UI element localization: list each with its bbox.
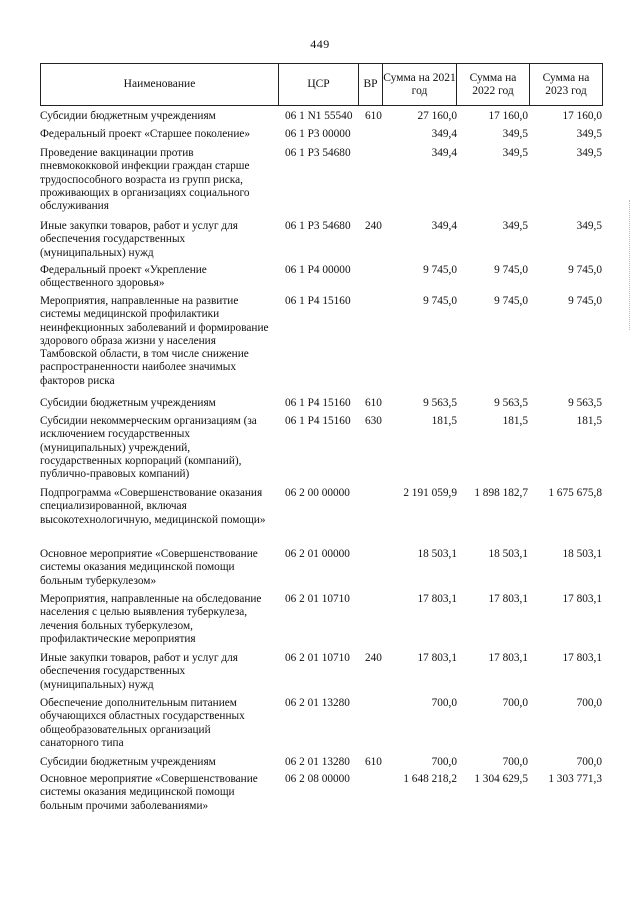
row-sum-2022: 1 304 629,5 (474, 773, 528, 785)
row-sum-2023: 9 745,0 (568, 264, 602, 276)
row-sum-2022: 17 803,1 (488, 593, 528, 605)
row-name: Федеральный проект «Старшее поколение» (40, 128, 251, 140)
row-csr: 06 2 00 00000 (285, 487, 350, 499)
row-name: Субсидии бюджетным учреждениям (40, 397, 216, 409)
row-sum-2021: 1 648 218,2 (403, 773, 457, 785)
row-sum-2022: 9 745,0 (494, 264, 528, 276)
row-sum-2022: 349,5 (502, 220, 528, 232)
row-sum-2022: 349,5 (502, 147, 528, 159)
row-name: Основное мероприятие «Совершенствование системы оказания медицинской помощи больным прочими заболеваниями» (40, 773, 258, 812)
row-sum-2021: 181,5 (431, 415, 457, 427)
row-sum-2022: 17 160,0 (488, 110, 528, 122)
row-sum-2021: 349,4 (431, 220, 457, 232)
row-name: Основное мероприятие «Совершенствование системы оказания медицинской помощи больным туберкулезом» (40, 548, 258, 587)
row-sum-2021: 9 745,0 (423, 264, 457, 276)
row-vr: 240 (365, 652, 382, 664)
row-sum-2021: 349,4 (431, 128, 457, 140)
row-sum-2021: 18 503,1 (417, 548, 457, 560)
row-sum-2021: 9 563,5 (423, 397, 457, 409)
row-name: Обеспечение дополнительным питанием обучающихся областных государственных общеобразовательных организаций санаторного типа (40, 697, 245, 749)
row-csr: 06 2 01 13280 (285, 756, 350, 768)
margin-mark (629, 200, 636, 330)
row-sum-2023: 700,0 (576, 697, 602, 709)
row-sum-2021: 27 160,0 (417, 110, 457, 122)
row-sum-2023: 349,5 (576, 128, 602, 140)
row-name: Субсидии бюджетным учреждениям (40, 110, 216, 122)
row-sum-2023: 17 160,0 (562, 110, 602, 122)
row-sum-2021: 700,0 (431, 697, 457, 709)
row-vr: 630 (365, 415, 382, 427)
row-csr: 06 1 P4 15160 (285, 295, 351, 307)
row-sum-2022: 700,0 (502, 697, 528, 709)
row-sum-2021: 700,0 (431, 756, 457, 768)
row-sum-2021: 17 803,1 (417, 652, 457, 664)
row-sum-2023: 349,5 (576, 220, 602, 232)
page-number: 449 (310, 37, 330, 51)
row-name: Мероприятия, направленные на развитие системы медицинской профилактики неинфекционных заболеваний и формирование здорового образа жизни у населения Тамбовской области, в том числе снижение распространенности наиболее значимых факторов риска (40, 295, 269, 387)
row-csr: 06 2 01 13280 (285, 697, 350, 709)
row-sum-2023: 1 675 675,8 (548, 487, 602, 499)
row-csr: 06 1 P3 54680 (285, 220, 351, 232)
row-sum-2022: 349,5 (502, 128, 528, 140)
header-csr: ЦСР (279, 64, 359, 105)
row-name: Мероприятия, направленные на обследование населения с целью выявления туберкулеза, лечения больных туберкулезом, профилактические мероприятия (40, 593, 262, 645)
row-name: Субсидии бюджетным учреждениям (40, 756, 216, 768)
row-sum-2023: 1 303 771,3 (548, 773, 602, 785)
row-vr: 240 (365, 220, 382, 232)
row-sum-2022: 700,0 (502, 756, 528, 768)
row-sum-2022: 17 803,1 (488, 652, 528, 664)
row-sum-2022: 9 563,5 (494, 397, 528, 409)
row-csr: 06 1 P3 54680 (285, 147, 351, 159)
row-sum-2023: 17 803,1 (562, 652, 602, 664)
row-name: Подпрограмма «Совершенствование оказания специализированной, включая высокотехнологичную, медицинской помощи» (40, 487, 266, 526)
row-name: Иные закупки товаров, работ и услуг для обеспечения государственных (муниципальных) нужд (40, 220, 238, 259)
row-csr: 06 1 N1 55540 (285, 110, 353, 122)
row-csr: 06 1 P4 15160 (285, 397, 351, 409)
row-sum-2021: 349,4 (431, 147, 457, 159)
row-vr: 610 (365, 110, 382, 122)
row-name: Субсидии некоммерческим организациям (за исключением государственных (муниципальных) учреждений, государственных корпораций (компаний), публично-правовых компаний) (40, 415, 257, 481)
header-year-2021: Сумма на 2021 год (383, 64, 457, 105)
row-vr: 610 (365, 397, 382, 409)
row-csr: 06 2 01 10710 (285, 652, 350, 664)
row-csr: 06 1 P3 00000 (285, 128, 351, 140)
row-sum-2022: 9 745,0 (494, 295, 528, 307)
row-sum-2021: 2 191 059,9 (403, 487, 457, 499)
row-sum-2023: 17 803,1 (562, 593, 602, 605)
row-sum-2023: 181,5 (576, 415, 602, 427)
row-sum-2023: 9 563,5 (568, 397, 602, 409)
row-sum-2021: 9 745,0 (423, 295, 457, 307)
row-sum-2021: 17 803,1 (417, 593, 457, 605)
header-name: Наименование (41, 64, 279, 105)
row-sum-2022: 181,5 (502, 415, 528, 427)
row-sum-2023: 9 745,0 (568, 295, 602, 307)
row-csr: 06 2 01 00000 (285, 548, 350, 560)
row-sum-2023: 18 503,1 (562, 548, 602, 560)
row-sum-2023: 700,0 (576, 756, 602, 768)
row-sum-2023: 349,5 (576, 147, 602, 159)
header-year-2022: Сумма на 2022 год (457, 64, 530, 105)
row-csr: 06 2 08 00000 (285, 773, 350, 785)
header-year-2023: Сумма на 2023 год (542, 71, 590, 97)
row-csr: 06 1 P4 00000 (285, 264, 351, 276)
row-sum-2022: 18 503,1 (488, 548, 528, 560)
header-vr: ВР (359, 64, 383, 105)
row-csr: 06 1 P4 15160 (285, 415, 351, 427)
row-name: Проведение вакцинации против пневмококковой инфекции граждан старше трудоспособного возраста из групп риска, проживающих в организациях социального обслуживания (40, 147, 250, 213)
row-sum-2022: 1 898 182,7 (474, 487, 528, 499)
row-vr: 610 (365, 756, 382, 768)
row-name: Иные закупки товаров, работ и услуг для обеспечения государственных (муниципальных) нужд (40, 652, 238, 691)
table-header (40, 63, 603, 106)
row-name: Федеральный проект «Укрепление общественного здоровья» (40, 264, 207, 290)
row-csr: 06 2 01 10710 (285, 593, 350, 605)
